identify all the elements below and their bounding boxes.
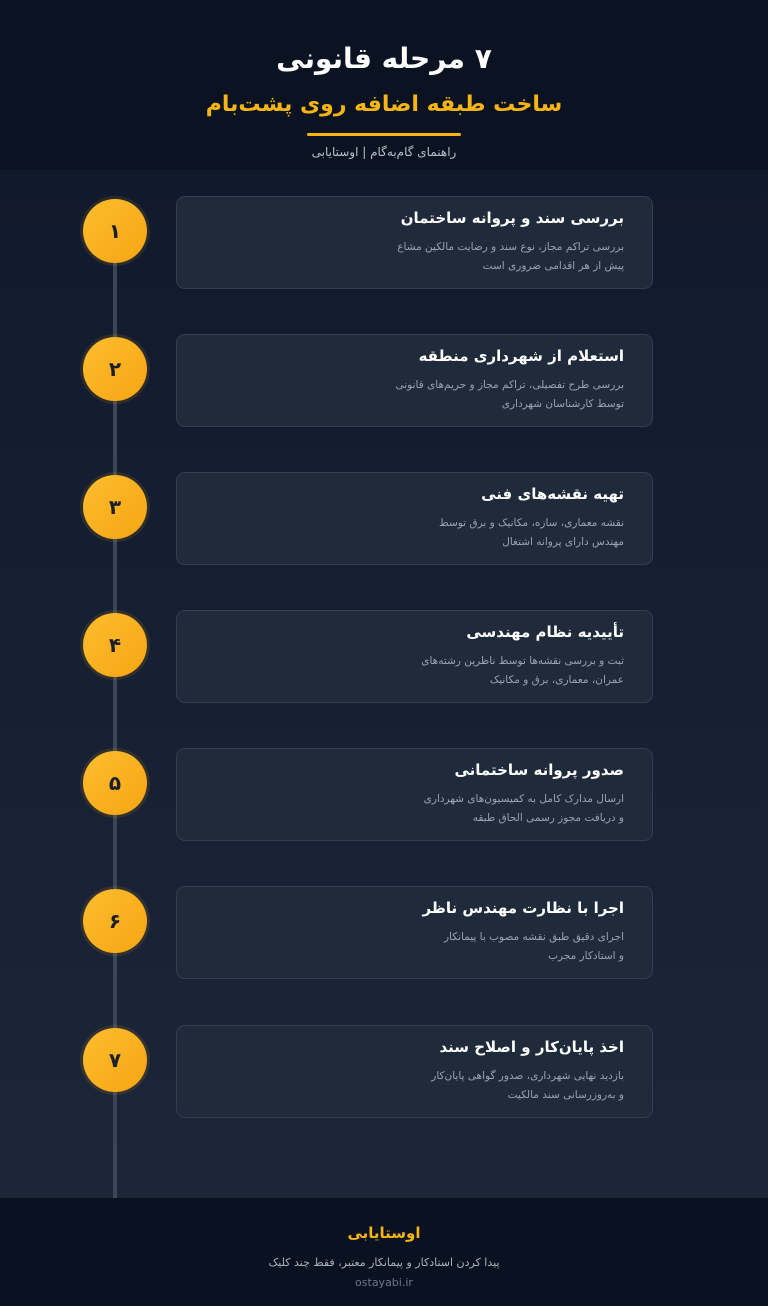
step-description-line: اجرای دقیق طبق نقشه مصوب با پیمانکار	[443, 931, 624, 943]
step-number-badge: ۱	[83, 199, 147, 263]
step-item	[0, 610, 768, 704]
step-description-line: عمران، معماری، برق و مکانیک	[489, 674, 624, 686]
step-description-line: پیش از هر اقدامی ضروری است	[482, 260, 624, 272]
footer-tagline: پیدا کردن استادکار و پیمانکار معتبر، فقط چند کلیک	[268, 1256, 500, 1269]
step-card	[176, 196, 653, 289]
step-card	[176, 610, 653, 703]
step-description	[197, 928, 624, 966]
step-number-badge: ۲	[83, 337, 147, 401]
title-underline	[307, 133, 461, 136]
step-number-badge: ۴	[83, 613, 147, 677]
page-subtitle: ساخت طبقه اضافه روی پشت‌بام	[205, 92, 563, 117]
step-description-line: مهندس دارای پروانه اشتغال	[502, 536, 624, 548]
header	[0, 0, 768, 170]
step-item	[0, 334, 768, 428]
step-description	[197, 790, 624, 828]
step-description-line: بازدید نهایی شهرداری، صدور گواهی پایان‌کار	[431, 1070, 624, 1082]
page-title: ۷ مرحله قانونی	[276, 42, 492, 75]
step-description-line: و استادکار مجرب	[548, 950, 624, 962]
step-description	[197, 238, 624, 276]
step-description-line: بررسی تراکم مجاز، نوع سند و رضایت مالکین مشاع	[397, 241, 624, 253]
step-description	[197, 652, 624, 690]
step-title: صدور پروانه ساختمانی	[454, 761, 624, 779]
step-description	[197, 514, 624, 552]
step-description-line: بررسی طرح تفصیلی، تراکم مجاز و حریم‌های قانونی	[395, 379, 624, 391]
step-title: استعلام از شهرداری منطقه	[418, 347, 624, 365]
step-number-badge: ۵	[83, 751, 147, 815]
step-item	[0, 886, 768, 980]
step-title: تأییدیه نظام مهندسی	[466, 623, 624, 641]
step-card	[176, 334, 653, 427]
step-title: اخذ پایان‌کار و اصلاح سند	[439, 1038, 624, 1056]
step-number-badge: ۳	[83, 475, 147, 539]
header-caption: راهنمای گام‌به‌گام | اوستایابی	[311, 145, 457, 159]
step-item	[0, 748, 768, 842]
step-title: بررسی سند و پروانه ساختمان	[400, 209, 624, 227]
step-description	[197, 1067, 624, 1105]
step-card	[176, 886, 653, 979]
footer	[0, 1198, 768, 1306]
step-description-line: و به‌روزرسانی سند مالکیت	[507, 1089, 624, 1101]
step-title: اجرا با نظارت مهندس ناظر	[422, 899, 624, 917]
step-description-line: و دریافت مجوز رسمی الحاق طبقه	[472, 812, 624, 824]
footer-url: ostayabi.ir	[355, 1276, 413, 1289]
step-title: تهیه نقشه‌های فنی	[481, 485, 624, 503]
step-item	[0, 196, 768, 290]
step-description-line: ارسال مدارک کامل به کمیسیون‌های شهرداری	[423, 793, 624, 805]
step-item	[0, 1025, 768, 1119]
step-card	[176, 472, 653, 565]
step-card	[176, 1025, 653, 1118]
step-item	[0, 472, 768, 566]
step-card	[176, 748, 653, 841]
footer-brand: اوستایابی	[347, 1224, 421, 1242]
step-number-badge: ۷	[83, 1028, 147, 1092]
step-description-line: توسط کارشناسان شهرداری	[501, 398, 624, 410]
step-description	[197, 376, 624, 414]
step-number-badge: ۶	[83, 889, 147, 953]
step-description-line: ثبت و بررسی نقشه‌ها توسط ناظرین رشته‌های	[421, 655, 624, 667]
steps-timeline	[0, 170, 768, 1198]
step-description-line: نقشه معماری، سازه، مکانیک و برق توسط	[438, 517, 624, 529]
